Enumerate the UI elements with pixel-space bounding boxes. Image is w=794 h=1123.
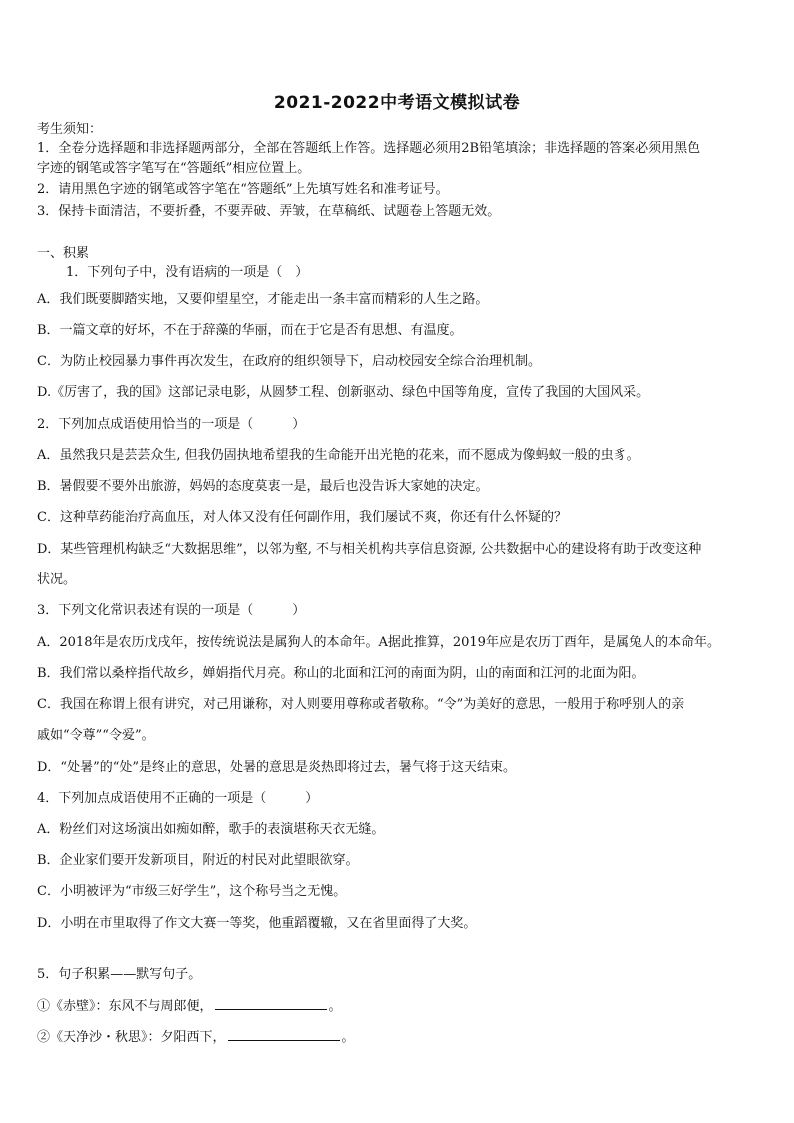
question-2-option-c: C．这种草药能治疗高血压，对人体又没有任何副作用，我们屡试不爽，你还有什么怀疑的？ xyxy=(37,510,567,525)
question-2-stem: 2．下列加点成语使用恰当的一项是（ ） xyxy=(37,417,306,432)
question-5-item-2-suffix: 。 xyxy=(341,1030,355,1045)
question-5-stem: 5．句子积累——默写句子。 xyxy=(37,967,202,982)
question-3-stem: 3．下列文化常识表述有误的一项是（ ） xyxy=(37,603,306,618)
question-5-item-1 xyxy=(37,997,764,1016)
question-2-option-b: B．暑假要不要外出旅游，妈妈的态度莫衷一是，最后也没告诉大家她的决定。 xyxy=(37,479,489,494)
question-4-option-a: A．粉丝们对这场演出如痴如醉，歌手的表演堪称天衣无缝。 xyxy=(37,822,385,837)
question-3-option-d: D．“处暑”的“处”是终止的意思，处暑的意思是炎热即将过去，暑气将于这天结束。 xyxy=(37,760,517,775)
notice-item-1-line-1: 1．全卷分选择题和非选择题两部分，全部在答题纸上作答。选择题必须用2B铅笔填涂；非选择题的答案必须用黑色 xyxy=(37,141,701,156)
question-5-item-2 xyxy=(37,1028,764,1047)
question-5-item-2-prefix: ②《天净沙・秋思》：夕阳西下， xyxy=(37,1030,226,1045)
question-4-option-c: C．小明被评为“市级三好学生”，这个称号当之无愧。 xyxy=(37,884,347,899)
question-4-stem: 4．下列加点成语使用不正确的一项是（ ） xyxy=(37,791,319,806)
question-1-option-c: C．为防止校园暴力事件再次发生，在政府的组织领导下，启动校园安全综合治理机制。 xyxy=(37,354,541,369)
answer-blank-2[interactable] xyxy=(228,1028,340,1041)
question-4-option-d: D．小明在市里取得了作文大赛一等奖，他重蹈覆辙，又在省里面得了大奖。 xyxy=(37,916,477,931)
question-2-option-a: A．虽然我只是芸芸众生, 但我仍固执地希望我的生命能开出光艳的花来，而不愿成为像蚂蚁一般的虫豸。 xyxy=(37,448,640,463)
notice-item-1-line-2: 字迹的钢笔或答字笔写在“答题纸”相应位置上。 xyxy=(37,161,311,176)
question-5-item-1-prefix: ①《赤壁》：东风不与周郎便， xyxy=(37,999,213,1014)
question-3-option-c-line-1: C．我国在称谓上很有讲究，对己用谦称，对人则要用尊称或者敬称。“令”为美好的意思，一般用于称呼别人的亲 xyxy=(37,697,685,712)
notice-item-2: 2．请用黑色字迹的钢笔或答字笔在“答题纸”上先填写姓名和准考证号。 xyxy=(37,182,449,197)
question-2-option-d-line-1: D．某些管理机构缺乏“大数据思维”，以邻为壑, 不与相关机构共享信息资源, 公共数据中心的建设将有助于改变这种 xyxy=(37,542,702,557)
question-1-option-a: A．我们既要脚踏实地，又要仰望星空，才能走出一条丰富而精彩的人生之路。 xyxy=(37,292,489,307)
question-3-option-b: B．我们常以桑梓指代故乡，婵娟指代月亮。称山的北面和江河的南面为阴，山的南面和江河的北面为阳。 xyxy=(37,666,645,681)
question-1-option-b: B．一篇文章的好坏，不在于辞藻的华丽，而在于它是否有思想、有温度。 xyxy=(37,323,463,338)
answer-blank-1[interactable] xyxy=(215,997,327,1010)
question-5-item-1-suffix: 。 xyxy=(328,999,342,1014)
question-1-stem: 1．下列句子中，没有语病的一项是（ ） xyxy=(66,265,309,280)
question-3-option-c-line-2: 戚如“令尊”“令爱”。 xyxy=(37,728,155,743)
question-4-option-b: B．企业家们要开发新项目，附近的村民对此望眼欲穿。 xyxy=(37,853,359,868)
question-3-option-a: A．2018年是农历戊戌年，按传统说法是属狗人的本命年。A据此推算，2019年应是农历丁酉年，是属兔人的本命年。 xyxy=(37,635,720,650)
notice-heading: 考生须知： xyxy=(37,122,103,137)
page-title: 2021-2022中考语文模拟试卷 xyxy=(273,93,521,113)
notice-item-3: 3．保持卡面清洁，不要折叠，不要弄破、弄皱，在草稿纸、试题卷上答题无效。 xyxy=(37,204,501,219)
section-heading: 一、积累 xyxy=(37,246,90,261)
question-1-option-d: D.《厉害了，我的国》这部记录电影，从圆梦工程、创新驱动、绿色中国等角度，宣传了我国的大国风采。 xyxy=(37,385,650,400)
question-2-option-d-line-2: 状况。 xyxy=(37,572,77,587)
